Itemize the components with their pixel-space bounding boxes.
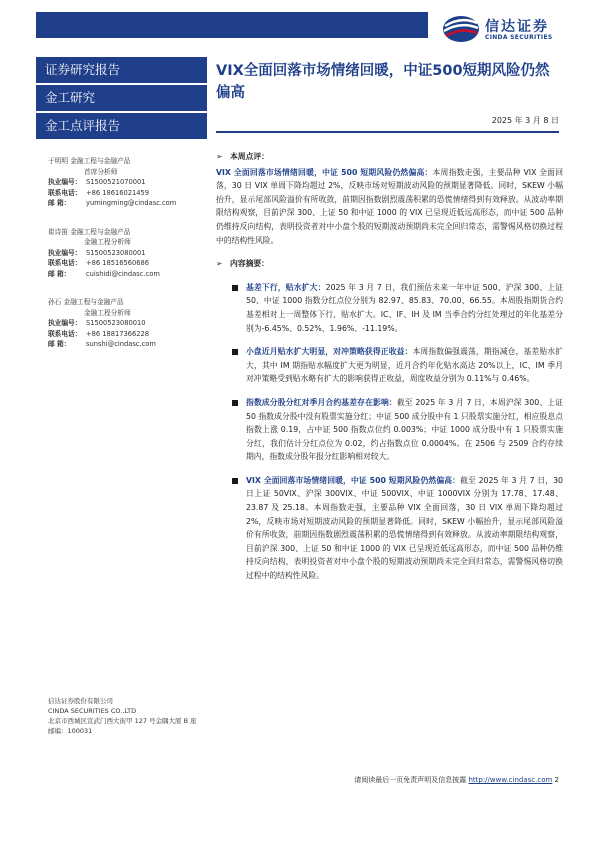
page-title: VIX全面回落市场情绪回暖，中证500短期风险仍然偏高 (216, 63, 550, 101)
summary-item-body: 2025 年 3 月 7 日，我们预估未来一年中证 500、沪深 300、上证 50、中证 1000 指数分红点位分别为 82.97、85.83、70.00、66.55。本周股指期货合约基差相对上一周整体下行，贴水扩大。IC、IF、IH 及 IM 当季合约分红处理过的年化基差分别为-6.45%、0.52%、1.96%、-11.19%。 (246, 282, 564, 333)
section-heading-weekly (216, 150, 563, 164)
email-address[interactable]: yumingming@cindasc.com (86, 199, 177, 207)
email-address[interactable]: cuishidi@cindasc.com (86, 269, 160, 278)
brand-logo (441, 12, 561, 46)
section-heading-text: 本周点评： (230, 152, 269, 161)
company-address: 北京市西城区宣武门西大街甲 127 号金隅大厦 B 座 (48, 717, 197, 725)
summary-item-lead: 基差下行，贴水扩大： (246, 282, 326, 292)
weekly-body: 本周指数走强，主要品种 VIX 全面回落，30 日 VIX 单周下降均超过 2%，反映市场对短期波动风险的预期显著降低。同时，SKEW 小幅抬升，显示尾部风险溢价有所收敛，前期因指数剧烈震荡积累的恐慌情绪得到有效释放。从波动率期限结构观察，目前沪深 300、上证 50 和中证 1000 的 VIX 已呈现近低远高形态，而中证 500 品种仍维持反向结构，表明投资者对中小盘个股的短期波动预期尚未完全回归常态，需警惕风格切换过程中的结构性风险。 (216, 167, 563, 245)
section-heading-summary (216, 257, 563, 271)
sidebar (36, 57, 207, 141)
author-card (48, 297, 198, 350)
email-label: 邮 箱： (48, 199, 71, 207)
phone-number: +86 18516560686 (86, 259, 150, 267)
weekly-paragraph (216, 166, 563, 248)
summary-item-body: 截至 2025 年 3 月 7 日，30 日上证 50VIX、沪深 300VIX、中证 500VIX、中证 1000VIX 分别为 17.78、17.48、23.87 及 25.18。本周指数走强，主要品种 VIX 全面回落，30 日 VIX 单周下降均超过 2%，反映市场对短期波动风险的预期显著降低。同时，SKEW 小幅抬升，显示尾部风险溢价有所收敛，前期因指数剧烈震荡积累的恐慌情绪得到有效释放。从波动率期限结构观察，目前沪深 300、上证 50 和中证 1000 的 VIX 已呈现近低远高形态，而中证 500 品种仍维持反向结构，表明投资者对中小盘个股的短期波动预期尚未完全回归常态，需警惕风格切换过程中的结构性风险。 (246, 475, 563, 581)
square-bullet-icon (232, 349, 238, 355)
author-name-role: 崔诗笛 金融工程与金融产品 (48, 227, 131, 236)
phone-label: 联系电话： (48, 259, 82, 267)
arrow-right-icon: ➢ (216, 259, 223, 269)
summary-item (216, 396, 563, 464)
company-info (48, 696, 198, 736)
report-date: 2025 年 3 月 8 日 (491, 116, 559, 125)
sidebar-label-category: 金工研究 (36, 85, 207, 111)
cert-number: S1500521070001 (86, 178, 146, 186)
title-divider (216, 131, 559, 133)
summary-item-lead: 指数成分股分红对季月合约基差存在影响： (246, 397, 397, 407)
author-role: 金融工程分析师 (84, 238, 131, 246)
page-footer (354, 775, 559, 785)
phone-number: +86 18616021459 (86, 188, 150, 197)
email-label: 邮 箱： (48, 340, 71, 348)
phone-label: 联系电话： (48, 329, 82, 338)
author-role: 金融工程分析师 (84, 308, 131, 317)
cert-label: 执业编号： (48, 248, 82, 257)
author-card (48, 227, 198, 280)
cinda-logo-icon (441, 14, 481, 44)
author-name-role: 孙石 金融工程与金融产品 (48, 298, 124, 306)
summary-item-body: 截至 2025 年 3 月 7 日，本周沪深 300、上证 50 指数成分股中没有股票实施分红；中证 500 成分股中有 1 只股票实施分红，相应股息点指数上涨 0.19，占中证 500 指数点位约 0.003%；中证 1000 成分股中有 1 只股票实施分红，我们估计分红点位为 0.02，约占指数点位 0.0004%。在 2506 与 2509 合约存续期内，指数成分股年报分红影响相对较大。 (246, 397, 564, 462)
section-heading-text: 内容摘要： (230, 259, 269, 269)
summary-item (216, 345, 563, 386)
author-card (48, 156, 198, 209)
email-address[interactable]: sunshi@cindasc.com (86, 340, 156, 348)
cert-number: S1500523080010 (86, 319, 146, 327)
summary-item-lead: VIX 全面回落市场情绪回暖，中证 500 短期风险仍然偏高： (246, 475, 461, 485)
phone-number: +86 18817366228 (86, 329, 150, 338)
disclaimer-text: 请阅读最后一页免责声明及信息披露 (354, 776, 467, 784)
sidebar-label-report-type: 证券研究报告 (36, 57, 207, 83)
header-bar (36, 12, 428, 38)
author-list (48, 156, 198, 368)
cert-label: 执业编号： (48, 319, 82, 327)
square-bullet-icon (232, 478, 238, 484)
summary-item (216, 474, 563, 583)
square-bullet-icon (232, 285, 238, 291)
summary-item (216, 281, 563, 335)
phone-label: 联系电话： (48, 188, 82, 197)
arrow-right-icon: ➢ (216, 152, 223, 161)
company-name-en: CINDA SECURITIES CO.,LTD (48, 707, 137, 715)
author-name-role: 于明明 金融工程与金融产品 (48, 157, 131, 165)
email-label: 邮 箱： (48, 269, 71, 278)
cert-number: S1500523080001 (86, 248, 146, 257)
square-bullet-icon (232, 400, 238, 406)
main-content (216, 150, 563, 583)
summary-item-body: 本周指数偏强震荡，期指减仓，基差贴水扩大，其中 IM 期指贴水幅度扩大更为明显，近月合约年化贴水高达 20%以上，IC、IM 季月对冲策略受到贴水略有扩大的影响获得正收益，周度收益分别为 0.11%与 0.46%。 (246, 347, 564, 384)
website-link[interactable]: http://www.cindasc.com (468, 776, 553, 784)
brand-name-cn: 信达证券 (485, 19, 549, 35)
cert-label: 执业编号： (48, 178, 82, 186)
sidebar-label-subcategory: 金工点评报告 (36, 113, 207, 139)
author-role: 首席分析师 (84, 167, 118, 176)
company-postcode: 邮编：100031 (48, 727, 93, 735)
brand-name-en: CINDA SECURITIES (485, 34, 553, 41)
page-number: 2 (554, 776, 559, 784)
company-name: 信达证券股份有限公司 (48, 697, 113, 705)
weekly-highlight: VIX 全面回落市场情绪回暖，中证 500 短期风险仍然偏高： (216, 167, 433, 177)
summary-item-lead: 小盘近月贴水扩大明显，对冲策略获得正收益： (246, 347, 413, 357)
